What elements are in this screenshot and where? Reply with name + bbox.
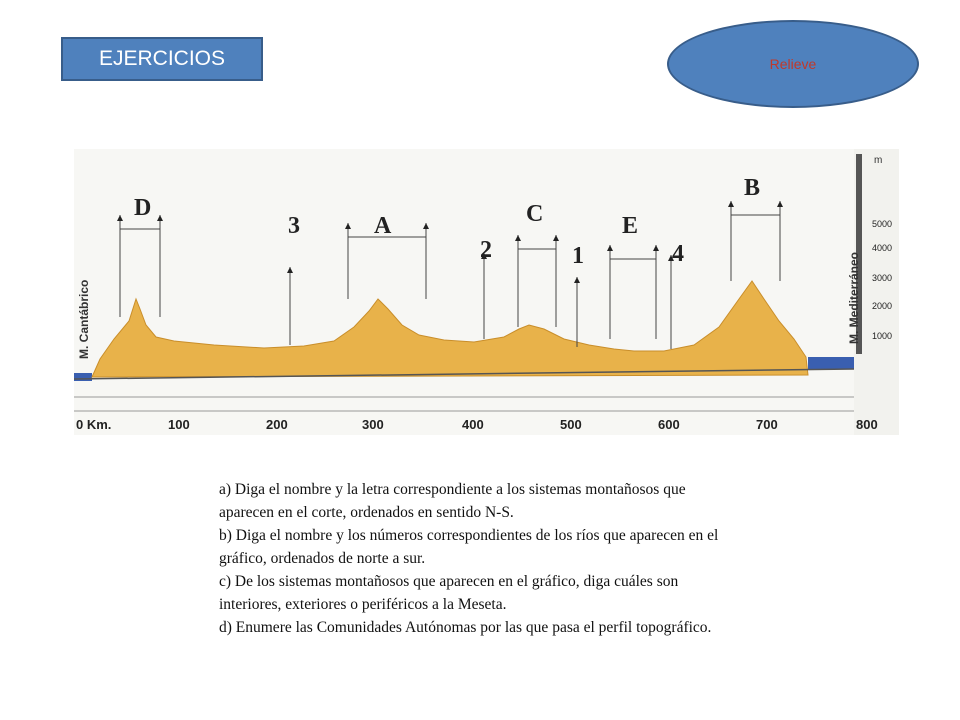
distance-tick: 400 — [462, 417, 484, 432]
marker-letter-a: A — [374, 213, 392, 239]
exercise-questions — [219, 478, 739, 639]
marker-letter-c: C — [526, 201, 544, 227]
distance-tick: 300 — [362, 417, 384, 432]
question-c: c) De los sistemas montañosos que aparecen en el gráfico, diga cuáles son interiores, exteriores o periféricos a la Meseta. — [219, 573, 679, 613]
marker-number-4: 4 — [672, 241, 684, 267]
distance-tick: 700 — [756, 417, 778, 432]
marker-number-3: 3 — [288, 213, 300, 239]
marker-letter-d: D — [134, 195, 152, 221]
altitude-tick: 1000 — [872, 331, 893, 341]
marker-number-2: 2 — [480, 237, 492, 263]
question-d: d) Enumere las Comunidades Autónomas por las que pasa el perfil topográfico. — [219, 619, 712, 636]
scale-unit: m — [874, 155, 883, 166]
relieve-label: Relieve — [769, 56, 817, 72]
altitude-tick: 2000 — [872, 301, 893, 311]
right-sea-label: M. Mediterráneo — [847, 251, 861, 344]
altitude-tick: 5000 — [872, 219, 893, 229]
distance-tick: 600 — [658, 417, 680, 432]
question-a: a) Diga el nombre y la letra correspondiente a los sistemas montañosos que aparecen en el corte, ordenados en sentido N-S. — [219, 481, 686, 521]
mediterranean-sea — [808, 357, 854, 369]
relieve-button[interactable] — [667, 20, 919, 108]
topographic-profile — [74, 149, 899, 435]
distance-tick: 100 — [168, 417, 190, 432]
distance-tick: 200 — [266, 417, 288, 432]
cantabric-sea — [74, 373, 92, 381]
ejercicios-button[interactable]: EJERCICIOS — [61, 37, 263, 81]
altitude-tick: 4000 — [872, 243, 893, 253]
marker-letter-e: E — [622, 213, 639, 239]
distance-tick: 800 — [856, 417, 878, 432]
distance-tick: 500 — [560, 417, 582, 432]
marker-letter-b: B — [744, 175, 761, 201]
marker-number-1: 1 — [572, 243, 584, 269]
question-b: b) Diga el nombre y los números correspondientes de los ríos que aparecen en el gráfico, ordenados de norte a sur. — [219, 527, 719, 567]
distance-tick: 0 Km. — [76, 417, 112, 432]
altitude-tick: 3000 — [872, 273, 893, 283]
left-sea-label: M. Cantábrico — [77, 279, 91, 359]
